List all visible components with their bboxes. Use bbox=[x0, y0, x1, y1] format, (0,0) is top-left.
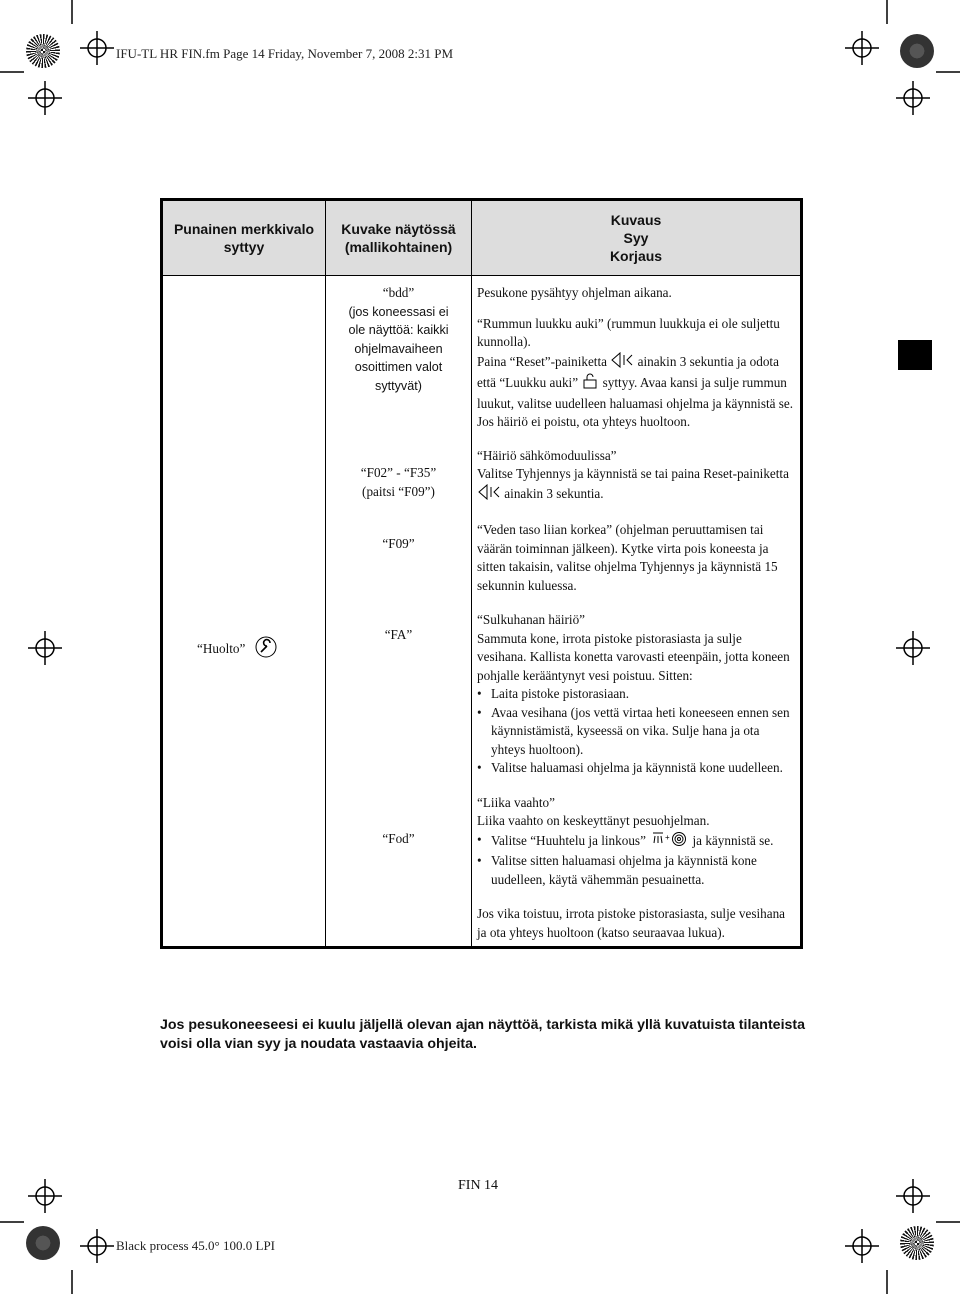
f09-cause: “Veden taso liian korkea” (ohjelman peruuttamisen tai väärän toiminnan jälkeen). bbox=[477, 522, 764, 556]
bdd-fix-a: Paina “Reset”-painiketta bbox=[477, 353, 607, 369]
code-fa: “FA” bbox=[384, 626, 413, 642]
code-f02-note: (paitsi “F09”) bbox=[362, 483, 435, 499]
f02-fix-a: Valitse Tyhjennys ja käynnistä se tai paina Reset-painiketta bbox=[477, 466, 789, 481]
fod-bullet1-a: Valitse “Huuhtelu ja linkous” bbox=[491, 832, 646, 848]
header-fix-line: Korjaus bbox=[609, 248, 663, 264]
fa-cause: “Sulkuhanan häiriö” bbox=[477, 612, 586, 627]
bdd-block bbox=[477, 284, 794, 432]
f09-fix: Kytke virta pois koneesta ja sitten takaisin, valitse ohjelma Tyhjennys ja käynnistä 15 sekunnin kuluessa. bbox=[477, 540, 778, 593]
service-cell bbox=[162, 276, 326, 948]
header-cause-line: Syy bbox=[623, 230, 649, 246]
bdd-fix-b: ainakin 3 sekuntia ja odota että “Luukku auki” bbox=[477, 353, 779, 390]
print-header: IFU-TL HR FIN.fm Page 14 Friday, November 7, 2008 2:31 PM bbox=[116, 46, 454, 61]
bottom-note: Jos pesukoneeseesi ei kuulu jäljellä olevan ajan näyttöä, tarkista mikä yllä kuvatuista tilanteista voisi olla vian syy ja noudata vastaavia ohjeita. bbox=[160, 1017, 806, 1052]
list-item: • Laita pistoke pistorasiaan. bbox=[491, 685, 794, 704]
f02-fix bbox=[477, 465, 794, 505]
f02-cause: “Häiriö sähkömoduulissa” bbox=[477, 447, 617, 463]
fod-desc: Liika vaahto on keskeyttänyt pesuohjelman. bbox=[477, 813, 710, 828]
header-red-light: Punainen merkkivalo syttyy bbox=[162, 200, 326, 276]
print-footer: Black process 45.0° 100.0 LPI bbox=[116, 1238, 276, 1253]
list-item: • Valitse sitten haluamasi ohjelma ja käynnistä kone uudelleen, käytä vähemmän pesuainetta. bbox=[491, 852, 794, 889]
service-label: “Huolto” bbox=[197, 640, 246, 656]
bdd-intro: Pesukone pysähtyy ohjelman aikana. bbox=[477, 285, 672, 300]
code-f09: “F09” bbox=[382, 536, 415, 551]
troubleshooting-table bbox=[160, 198, 803, 949]
fod-bullets bbox=[477, 831, 794, 890]
bdd-fix bbox=[477, 352, 794, 432]
lock-open-icon bbox=[581, 373, 599, 395]
rinse-spin-icon bbox=[649, 831, 689, 853]
f09-block bbox=[477, 521, 794, 595]
list-item bbox=[491, 831, 794, 853]
page-number: FIN 14 bbox=[458, 1178, 499, 1193]
reset-icon bbox=[610, 352, 634, 374]
code-f02: “F02” - “F35” bbox=[360, 465, 437, 480]
wrench-icon bbox=[255, 636, 277, 664]
fod-bullet1-b: ja käynnistä se. bbox=[692, 832, 774, 848]
code-fod: “Fod” bbox=[382, 831, 415, 846]
fod-cause: “Liika vaahto” bbox=[477, 794, 555, 810]
svg-text:+: + bbox=[665, 832, 670, 842]
code-bdd-note: (jos koneessasi ei ole näyttöä: kaikki ohjelmavaiheen osoittimen valot syttyvät) bbox=[348, 304, 449, 393]
fa-fix: Sammuta kone, irrota pistoke pistorasiasta ja sulje vesihana. Kallista konetta varovasti eteenpäin, jotta koneen pohjalle kerääntynyt vesi poistuu. Sitten: bbox=[477, 630, 790, 683]
bdd-fix-c: syttyy. Avaa kansi ja sulje rummun luukut, valitse uudelleen haluamasi ohjelma ja käynnistä se. Jos häiriö ei poistu, ota yhteys huoltoon. bbox=[477, 374, 794, 429]
fod-block bbox=[477, 794, 794, 890]
header-display-icon: Kuvake näytössä (mallikohtainen) bbox=[326, 200, 472, 276]
icon-column bbox=[326, 276, 472, 948]
code-bdd: “bdd” bbox=[382, 285, 415, 300]
fa-bullets bbox=[477, 685, 794, 778]
description-column bbox=[472, 276, 802, 948]
bdd-cause: “Rummun luukku auki” (rummun luukkuja ei ole suljettu kunnolla). bbox=[477, 315, 780, 349]
list-item: • Valitse haluamasi ohjelma ja käynnistä kone uudelleen. bbox=[491, 759, 794, 778]
section-tab-marker bbox=[898, 340, 932, 370]
header-description bbox=[472, 200, 802, 276]
header-description-line: Kuvaus bbox=[610, 212, 662, 228]
f02-block bbox=[477, 447, 794, 506]
repeat-note: Jos vika toistuu, irrota pistoke pistorasiasta, sulje vesihana ja ota yhteys huoltoon (katso seuraavaa lukua). bbox=[477, 906, 786, 940]
f02-fix-b: ainakin 3 sekuntia. bbox=[504, 485, 604, 501]
list-item: • Avaa vesihana (jos vettä virtaa heti koneeseen ennen sen käynnistämistä, kyseessä on vika. Sulje hana ja ota yhteys huoltoon). bbox=[491, 704, 794, 760]
fa-block bbox=[477, 611, 794, 778]
service-label-wrap bbox=[197, 636, 277, 664]
reset-icon bbox=[477, 484, 501, 506]
